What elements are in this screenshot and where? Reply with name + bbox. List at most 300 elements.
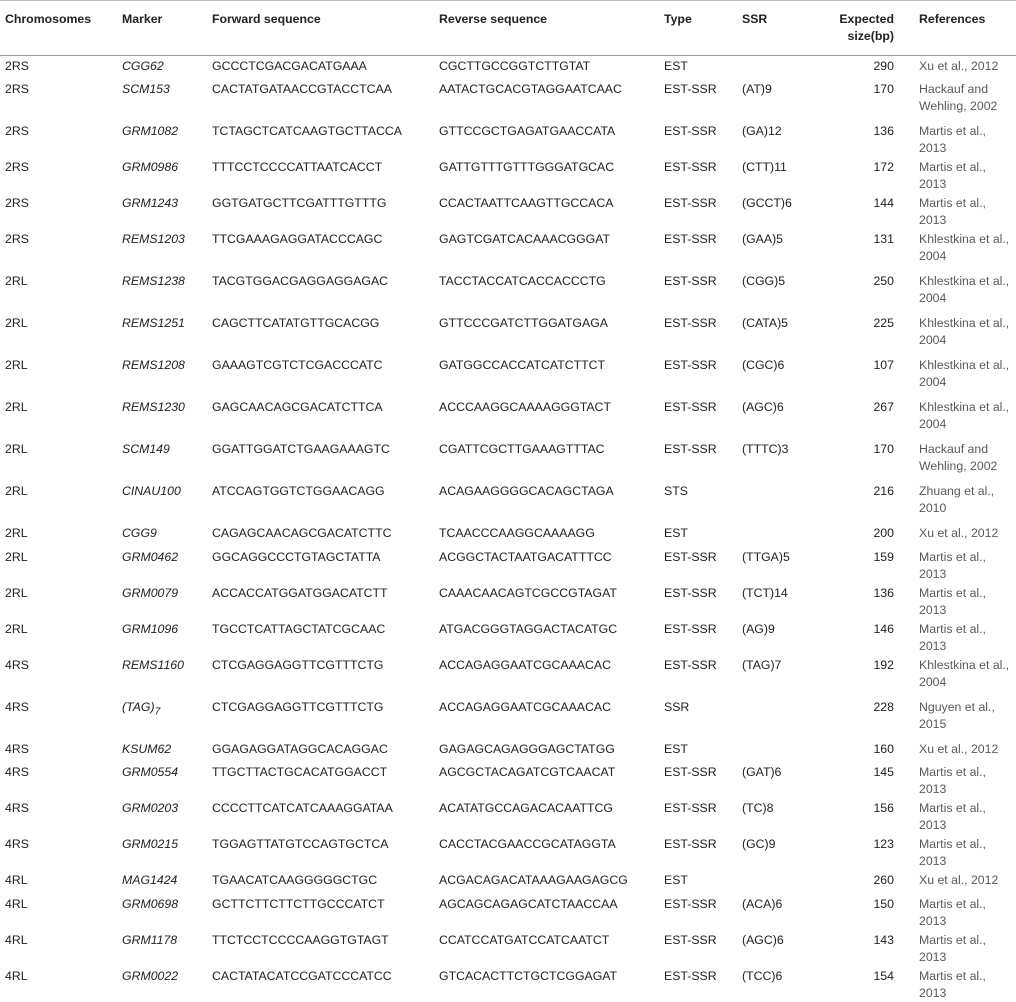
type-cell bbox=[659, 439, 737, 481]
marker-cell bbox=[117, 834, 207, 870]
reverse-sequence-cell-text: GTTCCCGATCTTGGATGAGA bbox=[439, 316, 608, 330]
marker-cell bbox=[117, 193, 207, 229]
chromosome-cell-text: 2RS bbox=[5, 232, 29, 246]
expected-size-cell-text: 145 bbox=[873, 765, 894, 779]
expected-size-cell-text: 123 bbox=[873, 837, 894, 851]
marker-cell-text: KSUM62 bbox=[122, 741, 172, 756]
reverse-sequence-cell bbox=[434, 870, 659, 894]
forward-sequence-cell-text: CTCGAGGAGGTTCGTTTCTG bbox=[212, 699, 384, 714]
type-cell-text: EST bbox=[664, 873, 688, 887]
reverse-sequence-cell bbox=[434, 583, 659, 619]
forward-sequence-cell-text: GGATTGGATCTGAAGAAAGTC bbox=[212, 442, 390, 456]
ssr-cell-text: (CGC)6 bbox=[742, 358, 785, 372]
type-cell-text: SSR bbox=[664, 699, 690, 714]
expected-size-cell-text: 150 bbox=[873, 896, 894, 911]
expected-size-cell bbox=[814, 870, 914, 894]
table-row bbox=[0, 193, 1016, 229]
expected-size-cell bbox=[814, 834, 914, 870]
type-cell bbox=[659, 583, 737, 619]
reference-cell bbox=[914, 870, 1016, 894]
reverse-sequence-cell bbox=[434, 271, 659, 313]
ssr-cell-text: (TAG)7 bbox=[742, 657, 782, 672]
ssr-cell bbox=[737, 523, 814, 547]
reverse-sequence-cell-text: ACGACAGACATAAAGAAGAGCG bbox=[439, 873, 628, 887]
chromosome-cell bbox=[0, 655, 117, 697]
reference-cell-text: Martis et al., 2013 bbox=[919, 968, 986, 1000]
ssr-cell bbox=[737, 229, 814, 271]
ssr-cell bbox=[737, 355, 814, 397]
reference-cell-text: Khlestkina et al., 2004 bbox=[919, 232, 1010, 263]
reverse-sequence-cell-text: TCAACCCAAGGCAAAAGG bbox=[439, 526, 595, 540]
reference-cell bbox=[914, 762, 1016, 798]
chromosome-cell-text: 2RS bbox=[5, 59, 29, 73]
reference-cell bbox=[914, 193, 1016, 229]
reverse-sequence-cell-text: GTTCCGCTGAGATGAACCATA bbox=[439, 124, 616, 138]
marker-cell bbox=[117, 739, 207, 763]
ssr-cell-text: (TCT)14 bbox=[742, 585, 788, 600]
forward-sequence-cell bbox=[207, 313, 434, 355]
forward-sequence-cell-text: TGAACATCAAGGGGGCTGC bbox=[212, 873, 378, 887]
forward-sequence-cell bbox=[207, 229, 434, 271]
reverse-sequence-cell-text: TACCTACCATCACCACCCTG bbox=[439, 274, 606, 288]
type-cell bbox=[659, 481, 737, 523]
chromosome-cell bbox=[0, 271, 117, 313]
type-cell-text: EST-SSR bbox=[664, 896, 717, 911]
chromosome-cell-text: 2RS bbox=[5, 82, 29, 96]
reference-cell-text: Khlestkina et al., 2004 bbox=[919, 316, 1010, 347]
forward-sequence-cell bbox=[207, 121, 434, 157]
reference-cell bbox=[914, 271, 1016, 313]
chromosome-cell-text: 4RS bbox=[5, 801, 29, 815]
reverse-sequence-cell-text: CAAACAACAGTCGCCGTAGAT bbox=[439, 585, 617, 600]
reverse-sequence-cell bbox=[434, 739, 659, 763]
reference-cell bbox=[914, 798, 1016, 834]
chromosome-cell-text: 2RL bbox=[5, 358, 28, 372]
ssr-cell bbox=[737, 619, 814, 655]
chromosome-cell-text: 4RS bbox=[5, 657, 29, 672]
marker-cell bbox=[117, 56, 207, 80]
reverse-sequence-cell bbox=[434, 397, 659, 439]
expected-size-cell bbox=[814, 697, 914, 739]
reference-cell-text: Martis et al., 2013 bbox=[919, 621, 986, 653]
reference-cell bbox=[914, 229, 1016, 271]
forward-sequence-cell bbox=[207, 193, 434, 229]
marker-subscript: 7 bbox=[154, 705, 161, 717]
chromosome-cell-text: 4RL bbox=[5, 896, 28, 911]
table-row bbox=[0, 355, 1016, 397]
type-cell-text: STS bbox=[664, 484, 688, 498]
reference-cell-text: Martis et al., 2013 bbox=[919, 549, 986, 581]
expected-size-cell-text: 143 bbox=[873, 932, 894, 947]
ssr-cell-text: (AG)9 bbox=[742, 621, 775, 636]
chromosome-cell-text: 4RL bbox=[5, 968, 28, 983]
expected-size-cell-text: 192 bbox=[873, 657, 894, 672]
forward-sequence-cell bbox=[207, 79, 434, 121]
expected-size-cell bbox=[814, 313, 914, 355]
reference-cell bbox=[914, 157, 1016, 193]
reference-cell bbox=[914, 313, 1016, 355]
reverse-sequence-cell-text: ACGGCTACTAATGACATTTCC bbox=[439, 549, 612, 564]
ssr-cell-text: (ACA)6 bbox=[742, 896, 783, 911]
marker-cell-text: GRM1243 bbox=[122, 196, 179, 210]
table-row bbox=[0, 439, 1016, 481]
forward-sequence-cell-text: TGCCTCATTAGCTATCGCAAC bbox=[212, 621, 386, 636]
reverse-sequence-cell-text: AGCAGCAGAGCATCTAACCAA bbox=[439, 896, 618, 911]
ssr-cell-text: (AT)9 bbox=[742, 82, 772, 96]
reference-cell-text: Khlestkina et al., 2004 bbox=[919, 274, 1010, 305]
chromosome-cell bbox=[0, 798, 117, 834]
forward-sequence-cell-text: ATCCAGTGGTCTGGAACAGG bbox=[212, 484, 385, 498]
reference-cell-text: Martis et al., 2013 bbox=[919, 837, 986, 868]
reference-cell-text: Khlestkina et al., 2004 bbox=[919, 400, 1010, 431]
forward-sequence-cell-text: TTCTCCTCCCCAAGGTGTAGT bbox=[212, 932, 389, 947]
ssr-cell-text: (GAT)6 bbox=[742, 765, 782, 779]
forward-sequence-cell bbox=[207, 271, 434, 313]
expected-size-cell bbox=[814, 271, 914, 313]
table-row bbox=[0, 739, 1016, 763]
reverse-sequence-cell bbox=[434, 697, 659, 739]
marker-cell-text: GRM0698 bbox=[122, 896, 179, 911]
reverse-sequence-cell bbox=[434, 229, 659, 271]
expected-size-cell-text: 228 bbox=[873, 699, 894, 714]
type-cell bbox=[659, 121, 737, 157]
ssr-cell bbox=[737, 930, 814, 966]
reverse-sequence-cell-text: ACCAGAGGAATCGCAAACAC bbox=[439, 657, 611, 672]
marker-cell bbox=[117, 798, 207, 834]
marker-cell-text: REMS1160 bbox=[122, 657, 184, 672]
marker-cell bbox=[117, 121, 207, 157]
ssr-cell bbox=[737, 870, 814, 894]
marker-cell-text: REMS1208 bbox=[122, 358, 185, 372]
marker-cell-text: SCM153 bbox=[122, 82, 170, 96]
ssr-cell-text: (TC)8 bbox=[742, 801, 774, 815]
marker-cell bbox=[117, 397, 207, 439]
forward-sequence-cell-text: CAGCTTCATATGTTGCACGG bbox=[212, 316, 380, 330]
reference-cell-text: Martis et al., 2013 bbox=[919, 160, 986, 191]
ssr-cell bbox=[737, 56, 814, 80]
forward-sequence-cell-text: ACCACCATGGATGGACATCTT bbox=[212, 585, 388, 600]
type-cell-text: EST-SSR bbox=[664, 160, 717, 174]
reverse-sequence-cell bbox=[434, 121, 659, 157]
type-cell-text: EST bbox=[664, 526, 688, 540]
marker-cell bbox=[117, 894, 207, 930]
reference-cell-text: Xu et al., 2012 bbox=[919, 59, 999, 73]
forward-sequence-cell bbox=[207, 870, 434, 894]
type-cell bbox=[659, 523, 737, 547]
header-ssr: SSR bbox=[737, 1, 814, 56]
reverse-sequence-cell bbox=[434, 655, 659, 697]
chromosome-cell bbox=[0, 547, 117, 583]
marker-cell bbox=[117, 271, 207, 313]
table-row bbox=[0, 930, 1016, 966]
expected-size-cell-text: 172 bbox=[873, 160, 894, 174]
forward-sequence-cell bbox=[207, 798, 434, 834]
ssr-cell bbox=[737, 157, 814, 193]
reference-cell bbox=[914, 697, 1016, 739]
reference-cell-text: Martis et al., 2013 bbox=[919, 585, 986, 617]
table-row bbox=[0, 481, 1016, 523]
reverse-sequence-cell-text: CCACTAATTCAAGTTGCCACA bbox=[439, 196, 614, 210]
reference-cell bbox=[914, 439, 1016, 481]
reverse-sequence-cell bbox=[434, 619, 659, 655]
chromosome-cell-text: 2RS bbox=[5, 196, 29, 210]
table-row bbox=[0, 271, 1016, 313]
type-cell-text: EST-SSR bbox=[664, 316, 717, 330]
marker-cell-text: REMS1251 bbox=[122, 316, 185, 330]
type-cell bbox=[659, 697, 737, 739]
chromosome-cell-text: 2RL bbox=[5, 484, 28, 498]
table-row bbox=[0, 619, 1016, 655]
ssr-cell bbox=[737, 762, 814, 798]
reverse-sequence-cell-text: ACCAGAGGAATCGCAAACAC bbox=[439, 699, 611, 714]
chromosome-cell-text: 2RL bbox=[5, 549, 28, 564]
type-cell-text: EST-SSR bbox=[664, 837, 717, 851]
ssr-cell bbox=[737, 739, 814, 763]
header-marker: Marker bbox=[117, 1, 207, 56]
ssr-cell-text: (TTGA)5 bbox=[742, 549, 790, 564]
reference-cell bbox=[914, 56, 1016, 80]
reverse-sequence-cell bbox=[434, 834, 659, 870]
reverse-sequence-cell-text: GAGTCGATCACAAACGGGAT bbox=[439, 232, 611, 246]
marker-cell bbox=[117, 523, 207, 547]
type-cell bbox=[659, 271, 737, 313]
expected-size-cell-text: 250 bbox=[873, 274, 894, 288]
marker-cell bbox=[117, 547, 207, 583]
expected-size-cell-text: 131 bbox=[873, 232, 894, 246]
table-row bbox=[0, 834, 1016, 870]
marker-cell-text: SCM149 bbox=[122, 442, 170, 456]
chromosome-cell-text: 4RS bbox=[5, 741, 29, 756]
type-cell bbox=[659, 798, 737, 834]
reverse-sequence-cell bbox=[434, 355, 659, 397]
chromosome-cell-text: 2RS bbox=[5, 160, 29, 174]
forward-sequence-cell bbox=[207, 355, 434, 397]
chromosome-cell bbox=[0, 697, 117, 739]
forward-sequence-cell bbox=[207, 619, 434, 655]
marker-cell-text: GRM1096 bbox=[122, 621, 179, 636]
reference-cell-text: Martis et al., 2013 bbox=[919, 765, 986, 796]
type-cell bbox=[659, 655, 737, 697]
expected-size-cell bbox=[814, 157, 914, 193]
reverse-sequence-cell-text: GATTGTTTGTTTGGGATGCAC bbox=[439, 160, 615, 174]
chromosome-cell-text: 2RL bbox=[5, 442, 28, 456]
marker-cell bbox=[117, 313, 207, 355]
chromosome-cell bbox=[0, 870, 117, 894]
reverse-sequence-cell bbox=[434, 798, 659, 834]
expected-size-cell bbox=[814, 930, 914, 966]
expected-size-cell-text: 144 bbox=[873, 196, 894, 210]
type-cell bbox=[659, 79, 737, 121]
forward-sequence-cell bbox=[207, 966, 434, 1002]
chromosome-cell-text: 2RL bbox=[5, 621, 28, 636]
marker-cell-text: REMS1230 bbox=[122, 400, 185, 414]
marker-cell bbox=[117, 697, 207, 739]
header-type: Type bbox=[659, 1, 737, 56]
expected-size-cell-text: 200 bbox=[873, 526, 894, 540]
marker-cell-text: CGG62 bbox=[122, 59, 164, 73]
forward-sequence-cell-text: CACTATACATCCGATCCCATCC bbox=[212, 968, 392, 983]
reference-cell-text: Martis et al., 2013 bbox=[919, 801, 986, 832]
marker-cell bbox=[117, 481, 207, 523]
ssr-cell bbox=[737, 655, 814, 697]
table-row bbox=[0, 870, 1016, 894]
expected-size-cell bbox=[814, 739, 914, 763]
expected-size-cell-text: 216 bbox=[873, 484, 894, 498]
marker-cell-text: (TAG) bbox=[122, 699, 155, 714]
reverse-sequence-cell-text: ACCCAAGGCAAAAGGGTACT bbox=[439, 400, 611, 414]
chromosome-cell-text: 2RL bbox=[5, 526, 28, 540]
table-row bbox=[0, 229, 1016, 271]
header-chromosomes: Chromosomes bbox=[0, 1, 117, 56]
reverse-sequence-cell-text: ACATATGCCAGACACAATTCG bbox=[439, 801, 613, 815]
chromosome-cell-text: 2RL bbox=[5, 316, 28, 330]
reference-cell-text: Hackauf and Wehling, 2002 bbox=[919, 442, 998, 473]
type-cell-text: EST-SSR bbox=[664, 82, 717, 96]
forward-sequence-cell-text: CTCGAGGAGGTTCGTTTCTG bbox=[212, 657, 384, 672]
expected-size-cell bbox=[814, 583, 914, 619]
table-row bbox=[0, 397, 1016, 439]
reverse-sequence-cell bbox=[434, 894, 659, 930]
marker-cell-text: GRM0215 bbox=[122, 837, 179, 851]
marker-cell-text: GRM1082 bbox=[122, 124, 179, 138]
ssr-cell-text: (GAA)5 bbox=[742, 232, 783, 246]
reverse-sequence-cell-text: AATACTGCACGTAGGAATCAAC bbox=[439, 82, 622, 96]
chromosome-cell bbox=[0, 930, 117, 966]
chromosome-cell-text: 4RL bbox=[5, 873, 28, 887]
chromosome-cell bbox=[0, 157, 117, 193]
ssr-cell bbox=[737, 271, 814, 313]
type-cell-text: EST-SSR bbox=[664, 232, 717, 246]
reference-cell bbox=[914, 523, 1016, 547]
ssr-cell bbox=[737, 121, 814, 157]
header-reverse: Reverse sequence bbox=[434, 1, 659, 56]
type-cell-text: EST bbox=[664, 741, 688, 756]
reverse-sequence-cell-text: AGCGCTACAGATCGTCAACAT bbox=[439, 765, 616, 779]
type-cell-text: EST-SSR bbox=[664, 124, 717, 138]
ssr-cell bbox=[737, 79, 814, 121]
reverse-sequence-cell bbox=[434, 157, 659, 193]
chromosome-cell bbox=[0, 439, 117, 481]
forward-sequence-cell-text: CACTATGATAACCGTACCTCAA bbox=[212, 82, 392, 96]
forward-sequence-cell-text: GAGCAACAGCGACATCTTCA bbox=[212, 400, 383, 414]
reference-cell-text: Xu et al., 2012 bbox=[919, 526, 999, 540]
expected-size-cell-text: 260 bbox=[873, 873, 894, 887]
expected-size-cell bbox=[814, 523, 914, 547]
ssr-cell-text: (GC)9 bbox=[742, 837, 776, 851]
reverse-sequence-cell bbox=[434, 966, 659, 1002]
chromosome-cell bbox=[0, 229, 117, 271]
ssr-cell bbox=[737, 798, 814, 834]
chromosome-cell bbox=[0, 894, 117, 930]
chromosome-cell bbox=[0, 397, 117, 439]
header-forward: Forward sequence bbox=[207, 1, 434, 56]
expected-size-cell-text: 225 bbox=[873, 316, 894, 330]
chromosome-cell-text: 4RS bbox=[5, 837, 29, 851]
expected-size-cell-text: 290 bbox=[873, 59, 894, 73]
reference-cell bbox=[914, 121, 1016, 157]
reference-cell bbox=[914, 834, 1016, 870]
header-size: Expected size(bp) bbox=[814, 1, 914, 56]
table-row bbox=[0, 655, 1016, 697]
forward-sequence-cell bbox=[207, 930, 434, 966]
forward-sequence-cell-text: TCTAGCTCATCAAGTGCTTACCA bbox=[212, 124, 402, 138]
expected-size-cell bbox=[814, 798, 914, 834]
chromosome-cell bbox=[0, 966, 117, 1002]
ssr-cell bbox=[737, 834, 814, 870]
forward-sequence-cell bbox=[207, 547, 434, 583]
marker-cell bbox=[117, 966, 207, 1002]
forward-sequence-cell bbox=[207, 583, 434, 619]
table-row bbox=[0, 547, 1016, 583]
type-cell bbox=[659, 930, 737, 966]
expected-size-cell-text: 107 bbox=[873, 358, 894, 372]
forward-sequence-cell-text: CAGAGCAACAGCGACATCTTC bbox=[212, 526, 392, 540]
marker-cell-text: GRM0022 bbox=[122, 968, 179, 983]
expected-size-cell bbox=[814, 397, 914, 439]
marker-cell bbox=[117, 930, 207, 966]
ssr-cell bbox=[737, 697, 814, 739]
ssr-cell bbox=[737, 583, 814, 619]
reference-cell-text: Xu et al., 2012 bbox=[919, 741, 999, 756]
type-cell bbox=[659, 56, 737, 80]
table-row bbox=[0, 697, 1016, 739]
chromosome-cell bbox=[0, 834, 117, 870]
reverse-sequence-cell-text: CCATCCATGATCCATCAATCT bbox=[439, 932, 610, 947]
reference-cell bbox=[914, 894, 1016, 930]
reference-cell-text: Zhuang et al., 2010 bbox=[919, 484, 995, 515]
expected-size-cell-text: 159 bbox=[873, 549, 894, 564]
reverse-sequence-cell-text: GAGAGCAGAGGGAGCTATGG bbox=[439, 741, 615, 756]
forward-sequence-cell bbox=[207, 697, 434, 739]
type-cell-text: EST-SSR bbox=[664, 968, 717, 983]
reference-cell bbox=[914, 619, 1016, 655]
reference-cell bbox=[914, 655, 1016, 697]
chromosome-cell-text: 2RL bbox=[5, 585, 28, 600]
marker-cell-text: GRM0986 bbox=[122, 160, 179, 174]
reverse-sequence-cell bbox=[434, 439, 659, 481]
marker-cell-text: REMS1238 bbox=[122, 274, 185, 288]
expected-size-cell-text: 267 bbox=[873, 400, 894, 414]
reference-cell-text: Xu et al., 2012 bbox=[919, 873, 999, 887]
expected-size-cell bbox=[814, 355, 914, 397]
reference-cell-text: Hackauf and Wehling, 2002 bbox=[919, 82, 998, 113]
type-cell bbox=[659, 229, 737, 271]
marker-cell bbox=[117, 762, 207, 798]
reverse-sequence-cell bbox=[434, 523, 659, 547]
type-cell bbox=[659, 834, 737, 870]
ssr-cell-text: (GCCT)6 bbox=[742, 196, 792, 210]
chromosome-cell bbox=[0, 762, 117, 798]
reverse-sequence-cell-text: CGCTTGCCGGTCTTGTAT bbox=[439, 59, 591, 73]
chromosome-cell bbox=[0, 121, 117, 157]
forward-sequence-cell bbox=[207, 655, 434, 697]
type-cell bbox=[659, 355, 737, 397]
forward-sequence-cell bbox=[207, 739, 434, 763]
forward-sequence-cell-text: TACGTGGACGAGGAGGAGAC bbox=[212, 274, 389, 288]
type-cell bbox=[659, 966, 737, 1002]
reference-cell bbox=[914, 481, 1016, 523]
type-cell-text: EST-SSR bbox=[664, 196, 717, 210]
type-cell-text: EST-SSR bbox=[664, 621, 717, 636]
marker-cell bbox=[117, 229, 207, 271]
forward-sequence-cell-text: GGAGAGGATAGGCACAGGAC bbox=[212, 741, 388, 756]
header-references: References bbox=[914, 1, 1016, 56]
reverse-sequence-cell-text: GTCACACTTCTGCTCGGAGAT bbox=[439, 968, 618, 983]
marker-cell-text: REMS1203 bbox=[122, 232, 185, 246]
marker-cell-text: CINAU100 bbox=[122, 484, 181, 498]
forward-sequence-cell-text: TGGAGTTATGTCCAGTGCTCA bbox=[212, 837, 389, 851]
chromosome-cell bbox=[0, 355, 117, 397]
